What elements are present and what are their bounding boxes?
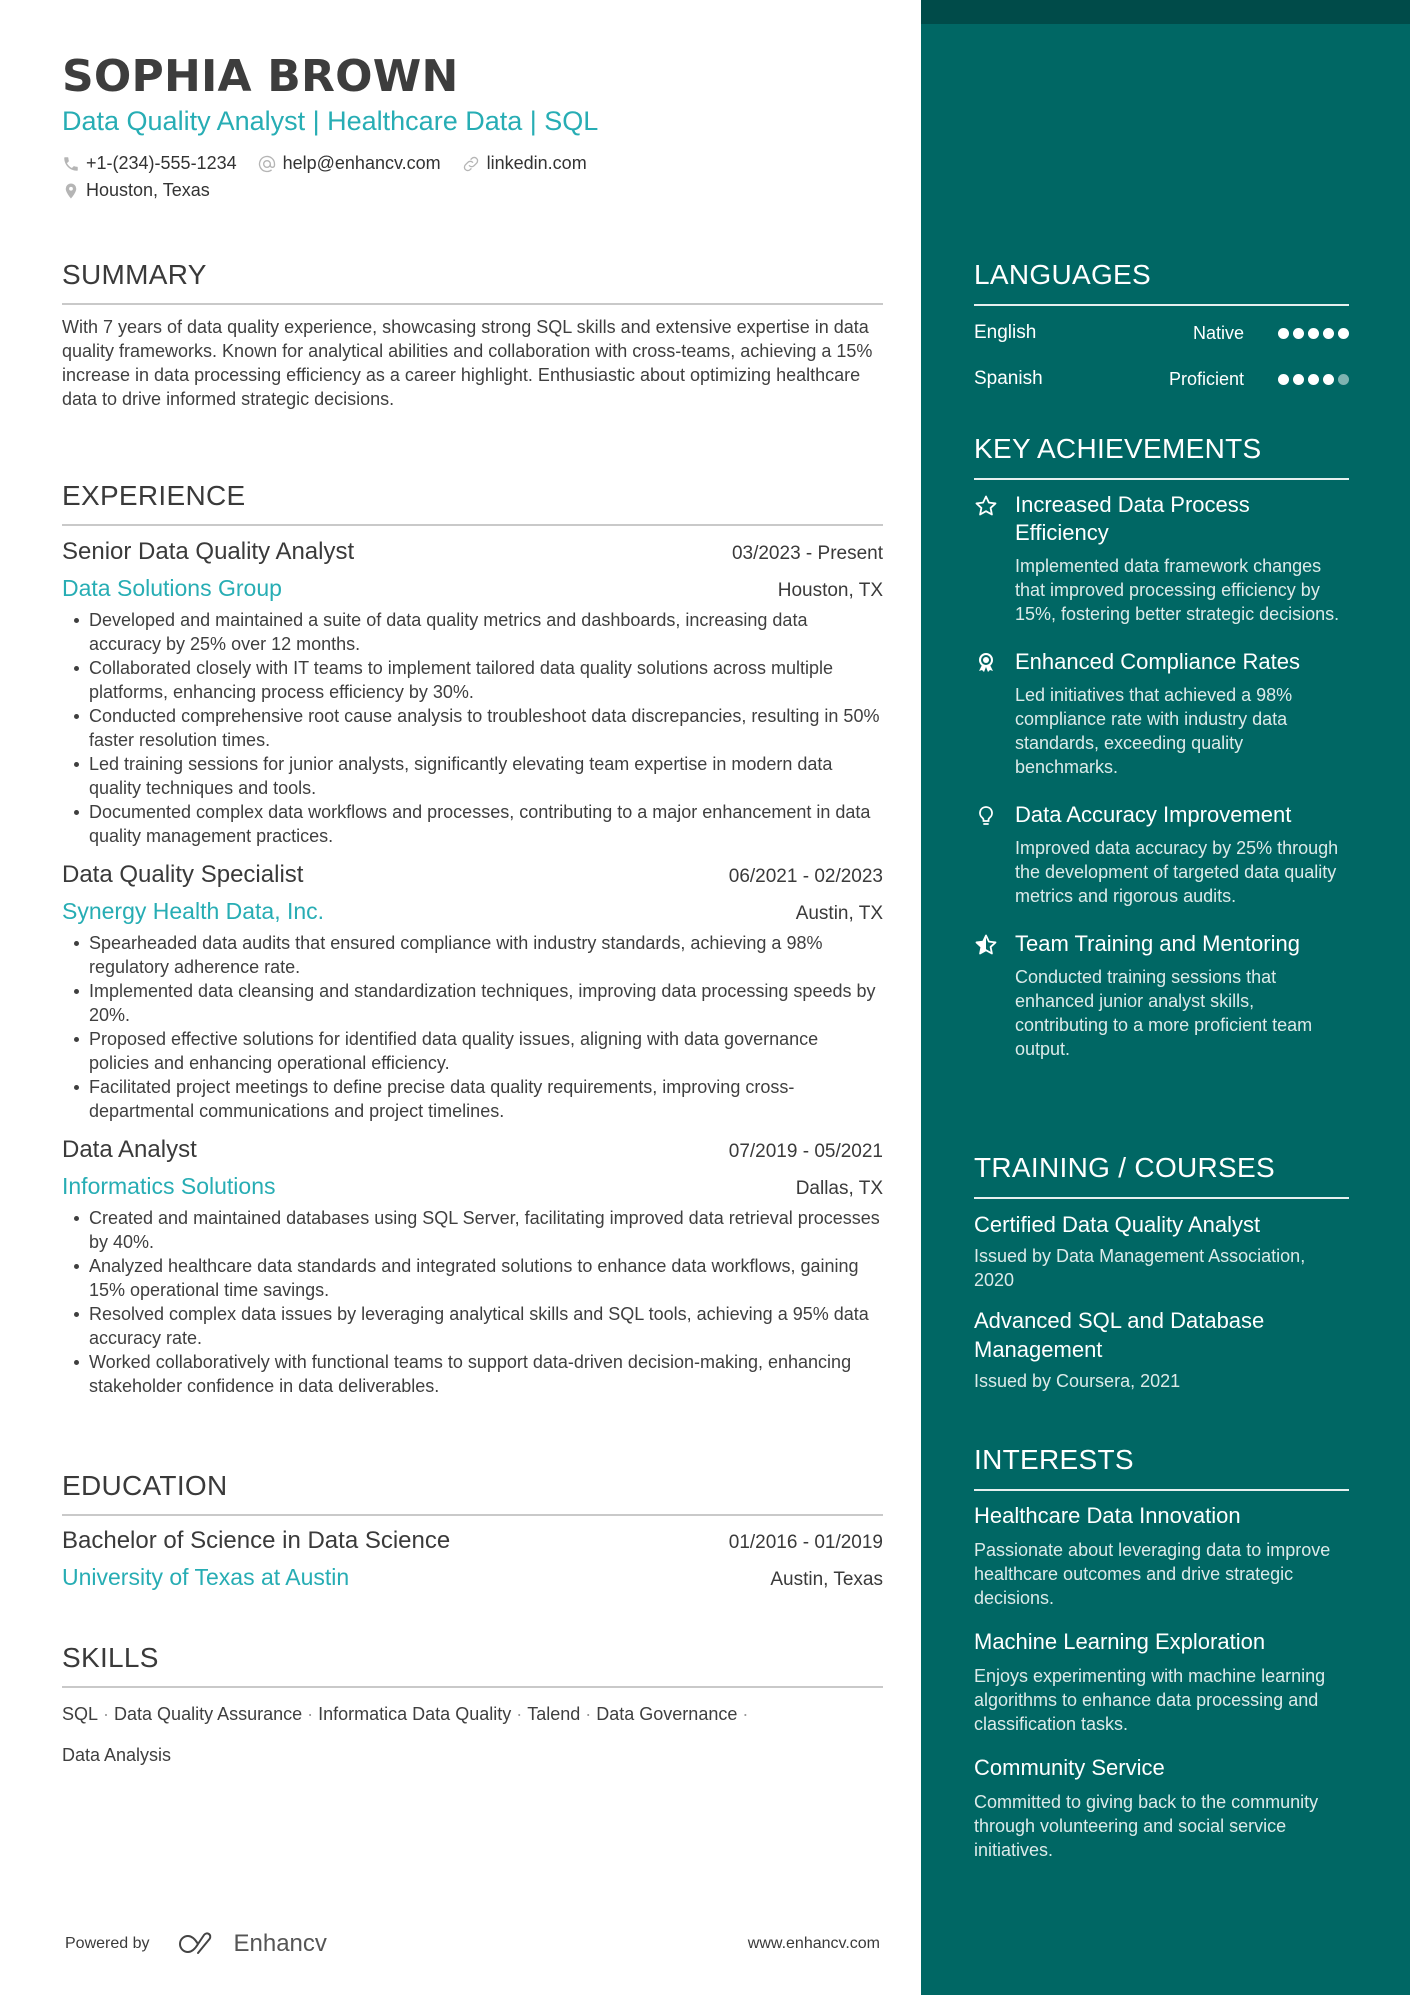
skills-section (62, 1641, 883, 1776)
course-item (974, 1306, 1349, 1393)
experience-section (62, 479, 883, 1398)
job-dates: 07/2019 - 05/2021 (728, 1141, 883, 1162)
achievement-title: Team Training and Mentoring (1015, 931, 1300, 956)
skills-list (62, 1694, 883, 1776)
job-title: Data Quality Specialist (62, 861, 304, 888)
summary-section (62, 258, 883, 411)
skill-separator: · (585, 1704, 592, 1724)
rating-dot-filled (1323, 328, 1334, 339)
rating-dot-filled (1293, 328, 1304, 339)
enhancv-logo-icon (178, 1932, 224, 1956)
job-location: Dallas, TX (795, 1178, 883, 1199)
bullet-item: Developed and maintained a suite of data quality metrics and dashboards, increasing data accuracy by 25% over 12 months. (62, 608, 883, 656)
language-item (974, 356, 1349, 402)
bullet-item: Conducted comprehensive root cause analysis to troubleshoot data discrepancies, resulting in 50% faster resolution times. (62, 704, 883, 752)
achievement-title: Enhanced Compliance Rates (1015, 649, 1300, 674)
education-section (62, 1469, 883, 1591)
bullet-item: Worked collaboratively with functional teams to support data-driven decision-making, enhancing stakeholder confidence in data deliverables. (62, 1350, 883, 1398)
language-name: Spanish (974, 368, 1043, 389)
footer (65, 1930, 880, 1958)
bullet-item: Resolved complex data issues by leveraging analytical skills and SQL tools, achieving a 95% data accuracy rate. (62, 1302, 883, 1350)
achievement-item (974, 801, 1349, 908)
location-pin-icon (62, 181, 80, 201)
section-title: EXPERIENCE (62, 480, 246, 511)
sidebar-topbar (921, 0, 1410, 24)
candidate-name: SOPHIA BROWN (62, 51, 459, 102)
achievement-item (974, 491, 1349, 626)
interest-item (974, 1754, 1349, 1862)
school-name: University of Texas at Austin (62, 1564, 350, 1590)
rating-dot-filled (1308, 328, 1319, 339)
brand-logo[interactable] (178, 1930, 327, 1958)
bullet-item: Led training sessions for junior analysts, significantly elevating team expertise in modern data quality techniques and tools. (62, 752, 883, 800)
achievements-section (974, 432, 1349, 1061)
at-sign-icon (257, 154, 277, 174)
course-title: Certified Data Quality Analyst (974, 1212, 1261, 1237)
skill-separator: · (103, 1704, 110, 1724)
job-entry (62, 1136, 883, 1398)
section-title: SUMMARY (62, 259, 207, 290)
skill-tag: SQL (62, 1704, 99, 1724)
email-text: help@enhancv.com (282, 153, 441, 173)
job-dates: 06/2021 - 02/2023 (728, 866, 883, 887)
skill-tag: Data Analysis (62, 1745, 172, 1765)
bullet-item: Facilitated project meetings to define precise data quality requirements, improving cross-departmental communications and project timelines. (62, 1075, 883, 1123)
rating-dot-filled (1278, 328, 1289, 339)
section-title: EDUCATION (62, 1470, 228, 1501)
contact-email[interactable] (257, 153, 441, 174)
rating-dot-filled (1293, 374, 1304, 385)
phone-icon (62, 155, 80, 173)
job-location: Houston, TX (777, 580, 883, 601)
location-text: Houston, Texas (86, 180, 210, 200)
divider (974, 1489, 1349, 1491)
website-link[interactable]: www.enhancv.com (747, 1935, 880, 1952)
bullet-item: Collaborated closely with IT teams to implement tailored data quality solutions across multiple platforms, enhancing process efficiency by 30%. (62, 656, 883, 704)
section-title: TRAINING / COURSES (974, 1152, 1275, 1183)
training-section (974, 1151, 1349, 1393)
rating-dot-filled (1338, 328, 1349, 339)
achievement-item (974, 648, 1349, 779)
divider (974, 1197, 1349, 1199)
rating-dot-empty (1338, 374, 1349, 385)
summary-text: With 7 years of data quality experience, showcasing strong SQL skills and extensive expertise in data quality frameworks. Known for analytical abilities and collaboration with cross-teams, achieving a 15% increase in data processing efficiency as a career highlight. Enthusiastic about optimizing healthcare data to drive informed strategic decisions. (62, 317, 873, 409)
course-issuer: Issued by Data Management Association, 2020 (974, 1246, 1306, 1290)
divider (62, 1686, 883, 1688)
divider (62, 303, 883, 305)
contact-location (62, 180, 210, 201)
bullet-item: Implemented data cleansing and standardization techniques, improving data processing speeds by 20%. (62, 979, 883, 1027)
school-location: Austin, Texas (770, 1569, 883, 1590)
section-title: KEY ACHIEVEMENTS (974, 433, 1262, 464)
company-name: Data Solutions Group (62, 575, 282, 601)
achievement-description: Led initiatives that achieved a 98% compliance rate with industry data standards, exceeding quality benchmarks. (1015, 685, 1293, 777)
interest-title: Healthcare Data Innovation (974, 1503, 1241, 1528)
interest-description: Enjoys experimenting with machine learning algorithms to enhance data processing and classification tasks. (974, 1666, 1326, 1734)
education-entry (62, 1527, 883, 1591)
job-bullets (62, 1206, 883, 1398)
lightbulb-icon (974, 804, 998, 828)
job-bullets (62, 931, 883, 1123)
contact-phone (62, 153, 237, 174)
section-title: SKILLS (62, 1642, 159, 1673)
skill-separator: · (516, 1704, 523, 1724)
achievement-description: Improved data accuracy by 25% through the development of targeted data quality metrics and rigorous audits. (1015, 838, 1339, 906)
rating-dot-filled (1278, 374, 1289, 385)
section-title: LANGUAGES (974, 259, 1151, 290)
job-title: Senior Data Quality Analyst (62, 538, 355, 565)
language-rating (1274, 328, 1349, 339)
language-rating (1274, 374, 1349, 385)
skill-separator: · (307, 1704, 314, 1724)
job-title: Data Analyst (62, 1136, 197, 1163)
achievement-description: Conducted training sessions that enhanced junior analyst skills, contributing to a more proficient team output. (1015, 967, 1313, 1059)
star-half-icon (974, 933, 998, 957)
award-ribbon-icon (974, 651, 998, 675)
bullet-item: Created and maintained databases using SQL Server, facilitating improved data retrieval processes by 40%. (62, 1206, 883, 1254)
job-dates: 03/2023 - Present (731, 543, 883, 564)
achievement-item (974, 930, 1349, 1061)
job-bullets (62, 608, 883, 848)
interest-item (974, 1502, 1349, 1610)
rating-dot-filled (1323, 374, 1334, 385)
skill-tag: Informatica Data Quality (318, 1704, 512, 1724)
divider (62, 1514, 883, 1516)
skill-tag: Data Quality Assurance (114, 1704, 303, 1724)
job-entry (62, 861, 883, 1123)
star-outline-icon (974, 494, 998, 518)
headline: Data Quality Analyst | Healthcare Data | SQL (62, 106, 599, 136)
language-level: Native (1192, 322, 1244, 343)
education-dates: 01/2016 - 01/2019 (728, 1532, 883, 1553)
languages-section (974, 258, 1349, 402)
bullet-item: Analyzed healthcare data standards and integrated solutions to enhance data workflows, gaining 15% operational time savings. (62, 1254, 883, 1302)
sidebar (921, 0, 1410, 1995)
achievement-title: Data Accuracy Improvement (1015, 802, 1292, 827)
divider (62, 524, 883, 526)
interests-section (974, 1443, 1349, 1862)
achievement-title: Increased Data Process Efficiency (1015, 492, 1250, 545)
job-entry (62, 538, 883, 848)
bullet-item: Proposed effective solutions for identified data quality issues, aligning with data governance policies and enhancing operational efficiency. (62, 1027, 883, 1075)
course-title: Advanced SQL and Database Management (974, 1308, 1265, 1362)
language-name: English (974, 322, 1037, 343)
divider (974, 478, 1349, 480)
company-name: Informatics Solutions (62, 1173, 276, 1199)
link-text: linkedin.com (486, 153, 587, 173)
skill-tag: Talend (527, 1704, 581, 1724)
degree: Bachelor of Science in Data Science (62, 1527, 451, 1554)
rating-dot-filled (1308, 374, 1319, 385)
achievement-description: Implemented data framework changes that improved processing efficiency by 15%, fostering better strategic decisions. (1015, 556, 1340, 624)
skill-tag: Data Governance (596, 1704, 738, 1724)
bullet-item: Spearheaded data audits that ensured compliance with industry standards, achieving a 98% regulatory adherence rate. (62, 931, 883, 979)
contact-link[interactable] (461, 153, 587, 174)
course-issuer: Issued by Coursera, 2021 (974, 1371, 1181, 1391)
language-level: Proficient (1168, 368, 1244, 389)
language-item (974, 310, 1349, 356)
link-icon (461, 154, 481, 174)
interest-title: Community Service (974, 1755, 1165, 1780)
interest-description: Passionate about leveraging data to improve healthcare outcomes and drive strategic decisions. (974, 1540, 1331, 1608)
bullet-item: Documented complex data workflows and processes, contributing to a major enhancement in data quality management practices. (62, 800, 883, 848)
interest-description: Committed to giving back to the community through volunteering and social service initiatives. (974, 1792, 1319, 1860)
course-item (974, 1210, 1349, 1292)
skill-separator: · (742, 1704, 749, 1724)
section-title: INTERESTS (974, 1444, 1134, 1475)
job-location: Austin, TX (795, 903, 883, 924)
brand-name: Enhancv (233, 1930, 327, 1957)
interest-title: Machine Learning Exploration (974, 1629, 1266, 1654)
powered-by-label: Powered by (65, 1935, 150, 1952)
contact-info (62, 150, 883, 204)
interest-item (974, 1628, 1349, 1736)
phone-text: +1-(234)-555-1234 (86, 153, 237, 173)
divider (974, 304, 1349, 306)
company-name: Synergy Health Data, Inc. (62, 898, 325, 924)
header (62, 50, 883, 204)
